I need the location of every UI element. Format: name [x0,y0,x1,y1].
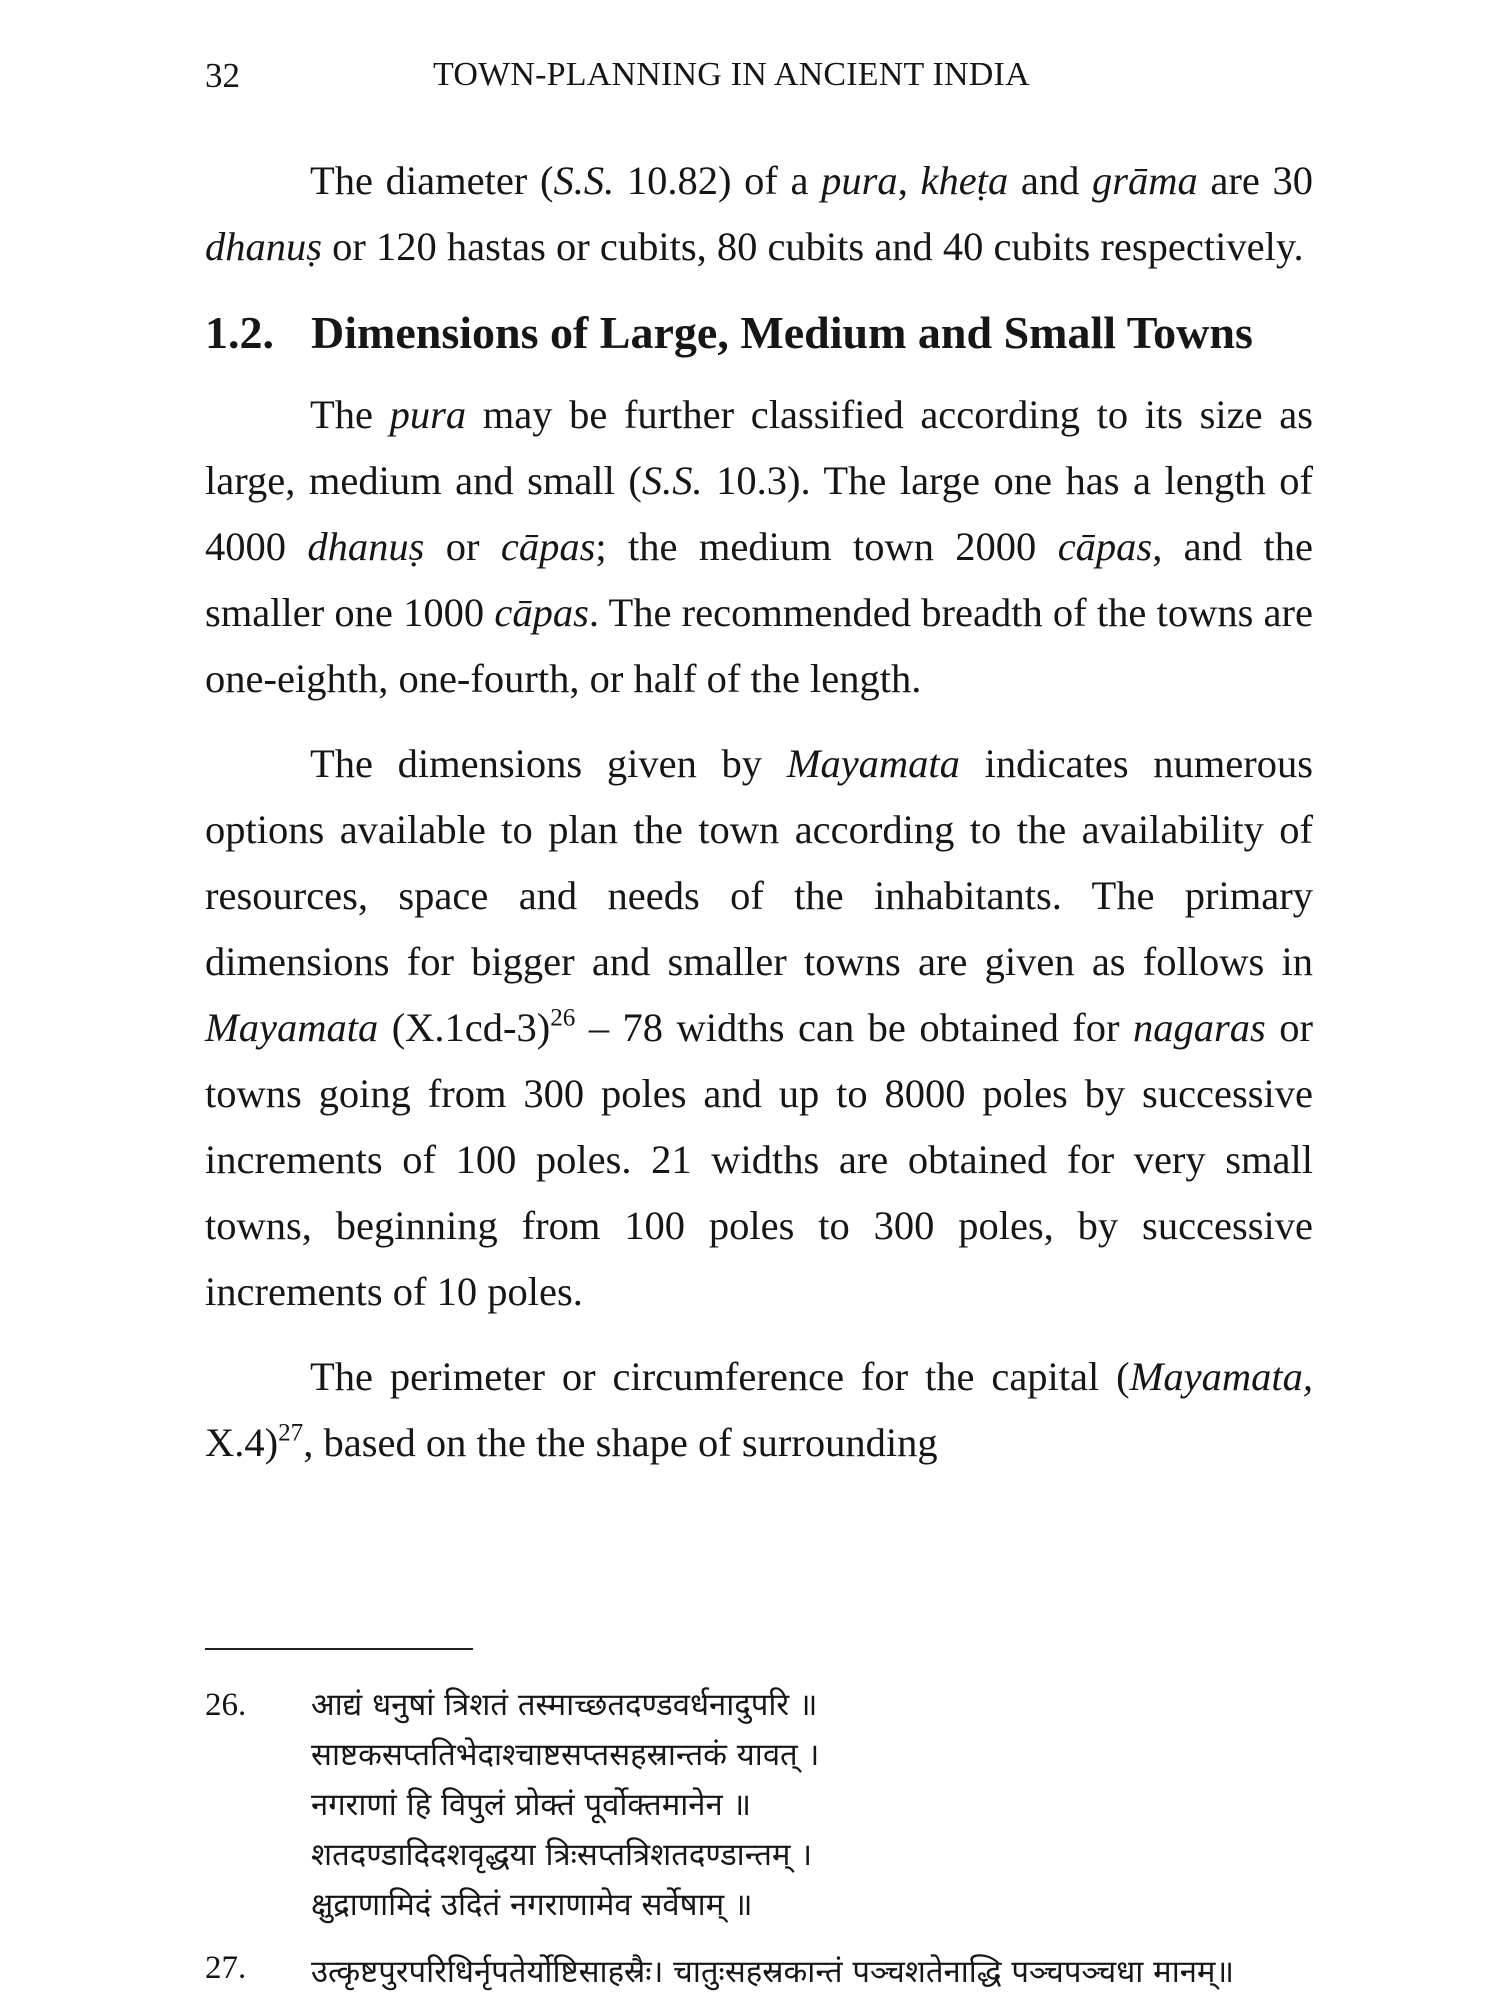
running-title: TOWN-PLANNING IN ANCIENT INDIA [433,56,1030,93]
footnote-ref-26: 26 [550,1004,576,1032]
footnote-26-text [311,1680,819,1930]
footnote-26-line: साष्टकसप्ततिभेदाश्चाष्टसप्तसहस्रान्तकं यावत् । [311,1737,820,1773]
section-title: Dimensions of Large, Medium and Small Towns [311,307,1253,358]
footnote-26-line: क्षुद्राणामिदं उदितं नगराणामेव सर्वेषाम् ॥ [311,1887,753,1923]
footnote-27-text: उत्कृष्टपुरपरिधिर्नृपतेर्योष्टिसाहस्रैः। चातुःसहस्रकान्तं पञ्चशतेनाद्धि पञ्चपञ्चधा मानम्॥ [311,1954,1235,1990]
footnote-26-line: आद्यं धनुषां त्रिशतं तस्माच्छतदण्डवर्धनादुपरि ॥ [311,1687,818,1723]
section-heading [205,303,1313,363]
page-number: 32 [205,56,240,95]
body-text [205,148,1313,1476]
section-number: 1.2. [205,307,274,358]
paragraph-perimeter: The perimeter or circumference for the capital (Mayamata, X.4)$^{27}$, based on the the shape of surrounding [205,1354,1313,1465]
footnote-26-line: नगराणां हि विपुलं प्रोक्तं पूर्वोक्तमानेन ॥ [311,1787,752,1823]
footnote-27-number: 27. [205,1950,247,1986]
paragraph-pura-classification: The pura may be further classified according to its size as large, medium and small (S.S. 10.3). The large one has a length of 4000 dhanuṣ or cāpas; the medium town 2000 cāpas, and the smaller one 1000 cāpas. The recommended breadth of the towns are one-eighth, one-fourth, or half of the length. [205,392,1314,701]
footnote-26-number: 26. [205,1687,247,1723]
paragraph-mayamata-dimensions: The dimensions given by Mayamata indicates numerous options available to plan the town according to the availability of resources, space and needs of the inhabitants. The primary dimensions for bigger and smaller towns are given as follows in Mayamata $(X.1cd-3)^{26} - 78$ widths can be obtained for nagaras or towns going from 300 poles and up to 8000 poles by successive increments of 100 poles. 21 widths are obtained for very small towns, beginning from 100 poles to 300 poles, by successive increments of 10 poles. [205,741,1313,1314]
footnote-26-line: शतदण्डादिदशवृद्धया त्रिःसप्तत्रिशतदण्डान्तम् । [311,1837,813,1873]
footnote-ref-27: 27 [278,1419,304,1447]
footnote-divider [205,1648,473,1650]
paragraph-diameter: The diameter (S.S. 10.82) of a pura, kheṭa and grāma are 30 dhanuṣ or 120 hastas or cubits, 80 cubits and 40 cubits respectively. [205,158,1314,269]
